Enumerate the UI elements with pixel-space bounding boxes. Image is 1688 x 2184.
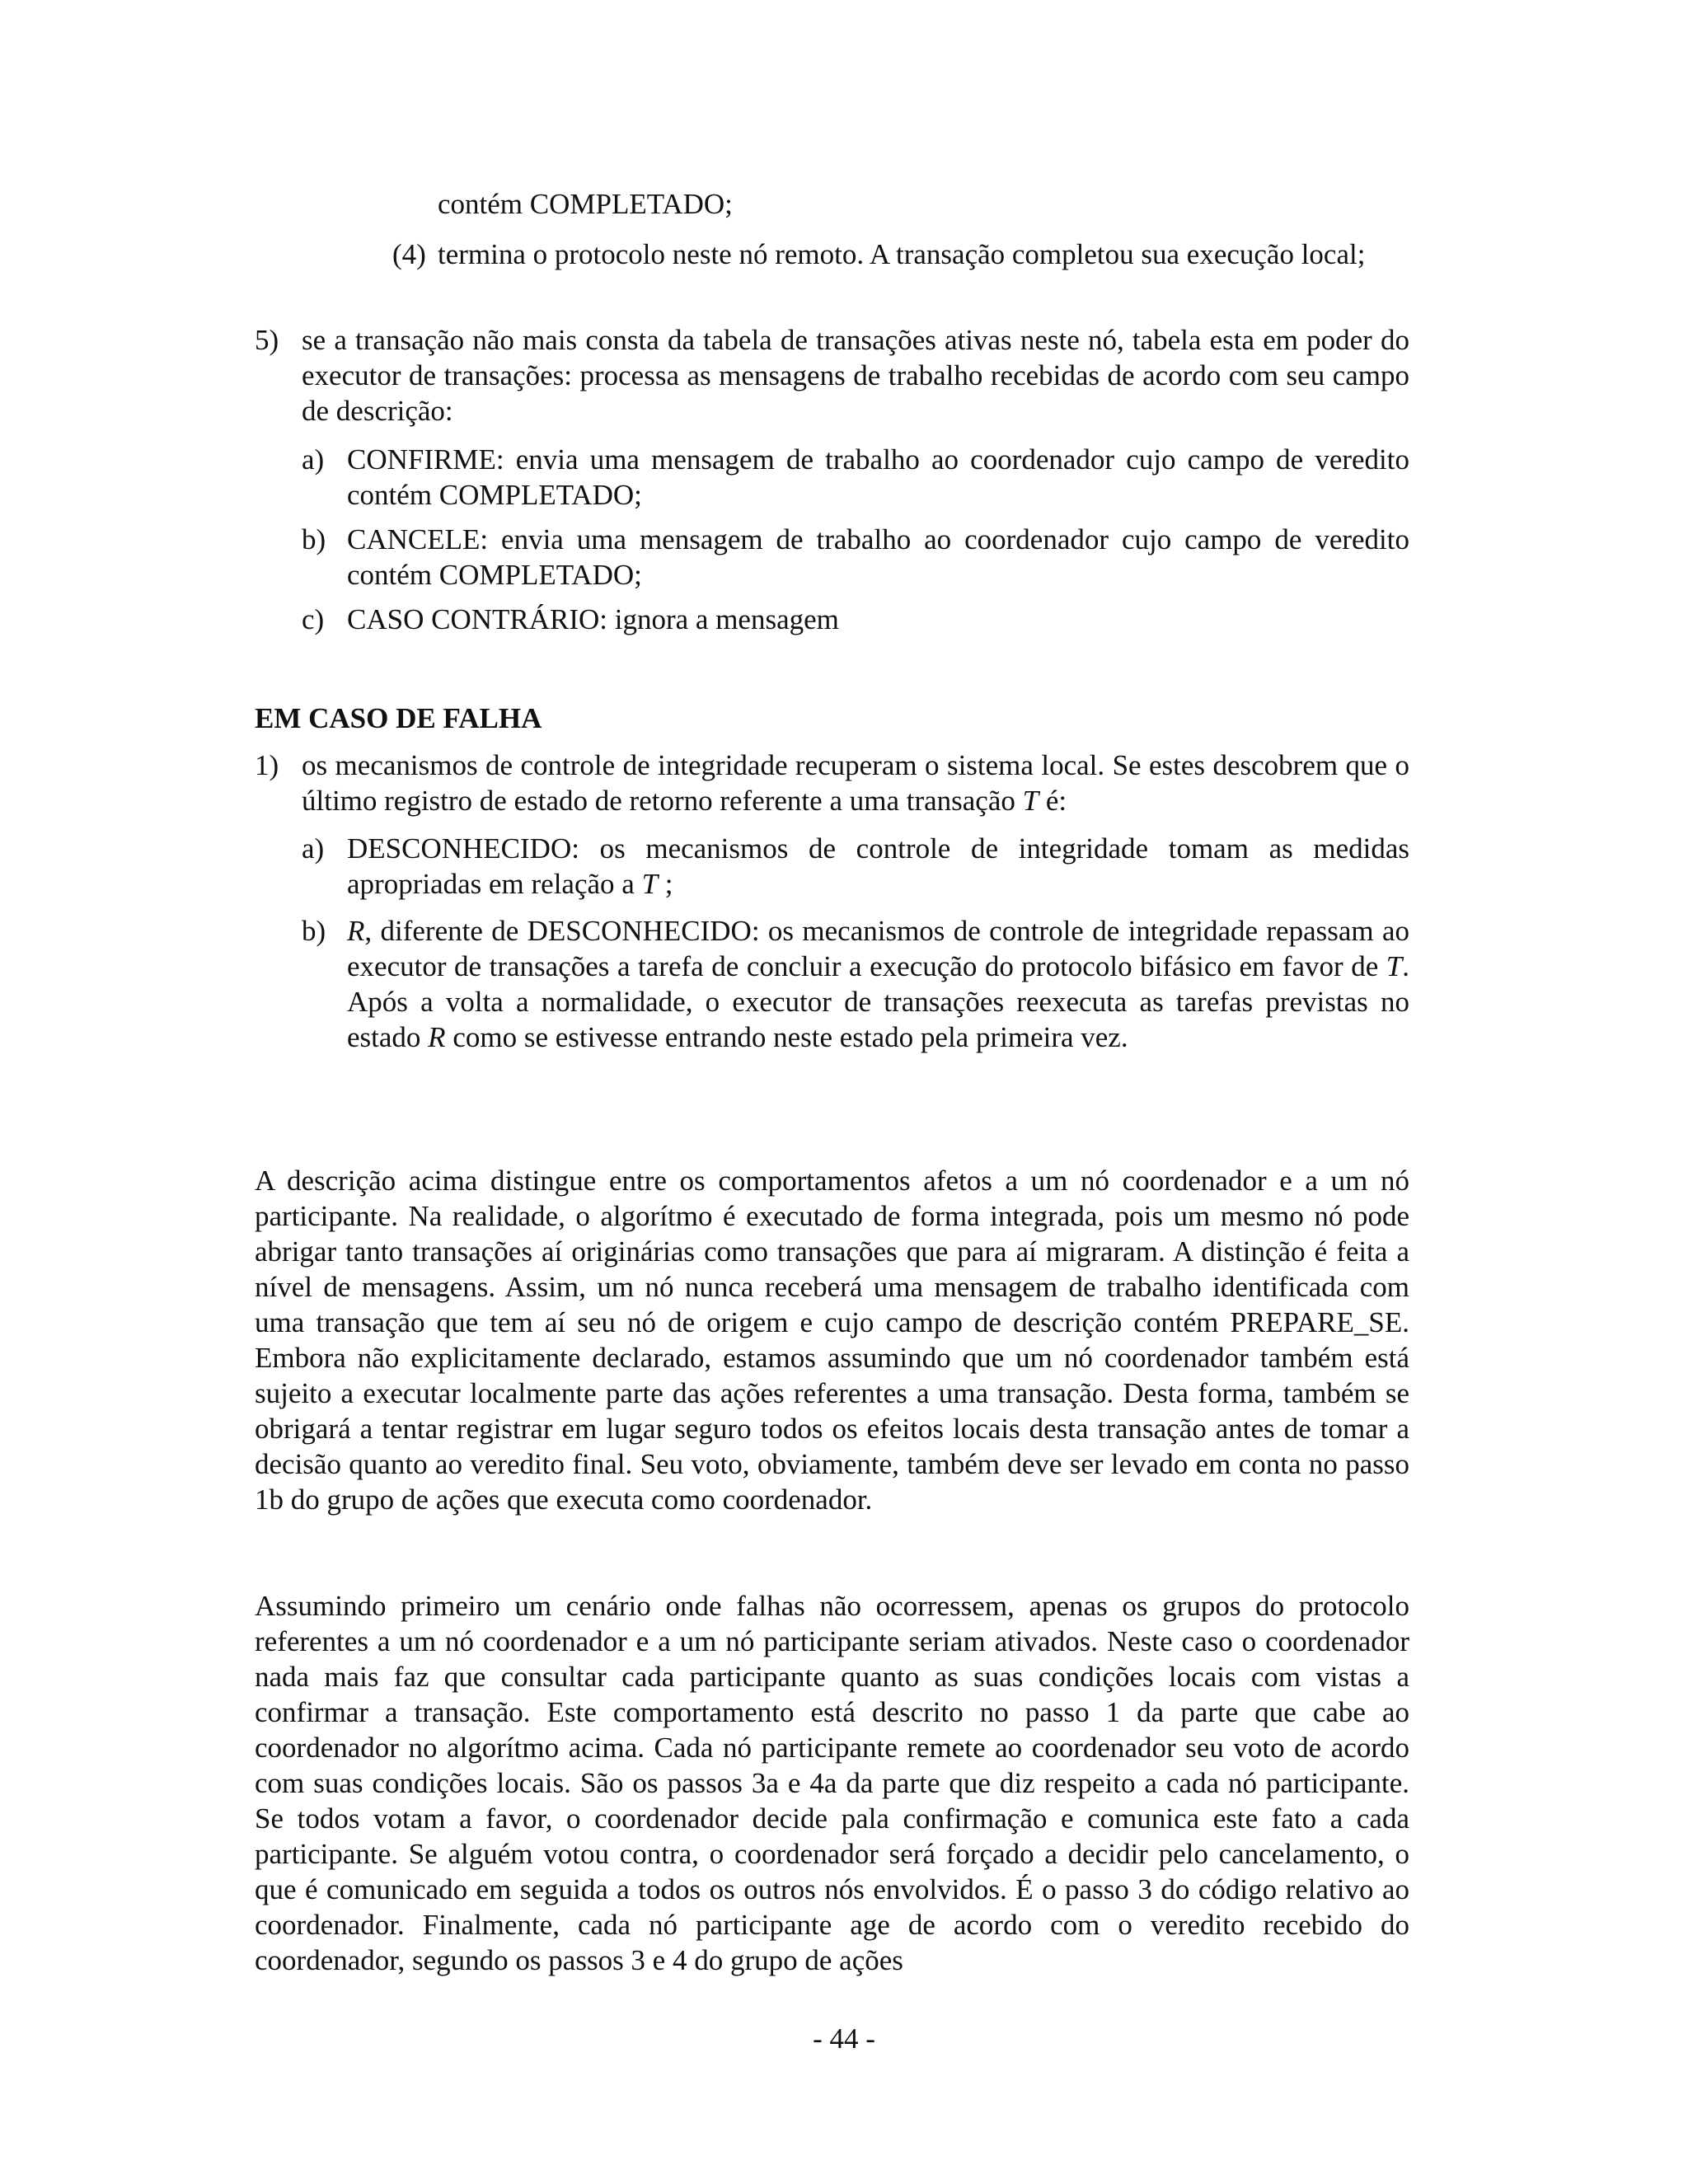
text-part: ; bbox=[658, 868, 673, 900]
italic-symbol: T bbox=[1022, 785, 1039, 817]
paragraph-text: Assumindo primeiro um cenário onde falhas não ocorressem, apenas os grupos do protocolo referentes a um nó coordenador e a um nó participante seriam ativados. Neste caso o coordenador nada mais faz que consultar cada participante quanto as suas condições locais com vistas a confirmar a transação. Este comportamento está descrito no passo 1 da parte que cabe ao coordenador no algorítmo acima. Cada nó participante remete ao coordenador seu voto de acordo com suas condições locais. São os passos 3a e 4a da parte que diz respeito a cada nó participante. Se todos votam a favor, o coordenador decide pala confirmação e comunica este fato a cada participante. Se alguém votou contra, o coordenador será forçado a decidir pelo cancelamento, o que é comunicado em seguida a todos os outros nós envolvidos. É o passo 3 do código relativo ao coordenador. Finalmente, cada nó participante age de acordo com o veredito recebido do coordenador, segundo os passos 3 e 4 do grupo de ações bbox=[255, 1590, 1409, 1976]
failure-sub-item-b bbox=[302, 913, 1409, 1055]
italic-symbol: T bbox=[641, 868, 659, 900]
sub-item-letter: b) bbox=[302, 523, 326, 555]
continuation-text: contém COMPLETADO; bbox=[438, 188, 733, 220]
failure-item-1 bbox=[255, 748, 1409, 818]
text-part: . Após a volta a normalidade, o executor de transações reexecuta as tarefas previstas no estado bbox=[347, 950, 1409, 1053]
list-item-text: se a transação não mais consta da tabela de transações ativas neste nó, tabela esta em poder do executor de transações: processa as mensagens de trabalho recebidas de acordo com seu campo de descrição: bbox=[302, 324, 1409, 427]
sub-item-text: CANCELE: envia uma mensagem de trabalho ao coordenador cujo campo de veredito contém COMPLETADO; bbox=[347, 523, 1409, 591]
text-part: como se estivesse entrando neste estado pela primeira vez. bbox=[445, 1021, 1128, 1053]
text-part: é: bbox=[1039, 785, 1067, 817]
list-item-4 bbox=[392, 237, 1409, 272]
sub-item-letter: c) bbox=[302, 603, 325, 635]
list-item-number: 1) bbox=[255, 749, 279, 781]
italic-symbol: T bbox=[1386, 950, 1403, 982]
sub-item-letter: b) bbox=[302, 915, 326, 947]
text-part: DESCONHECIDO: os mecanismos de controle de integridade tomam as medidas apropriadas em relação a bbox=[347, 832, 1409, 900]
page-number: - 44 - bbox=[813, 2022, 875, 2055]
sub-item-text bbox=[347, 831, 1409, 902]
sub-item-text bbox=[347, 913, 1409, 1055]
sub-item-a bbox=[302, 442, 1409, 513]
body-paragraph bbox=[255, 1588, 1409, 1978]
list-item-5 bbox=[255, 322, 1409, 429]
text-part: os mecanismos de controle de integridade recuperam o sistema local. Se estes descobrem que o último registro de estado de retorno referente a uma transação bbox=[302, 749, 1409, 817]
italic-symbol: R bbox=[347, 915, 365, 947]
body-paragraph bbox=[255, 1163, 1409, 1517]
list-item-text bbox=[302, 748, 1409, 818]
list-item-text: termina o protocolo neste nó remoto. A transação completou sua execução local; bbox=[438, 238, 1366, 270]
section-heading: EM CASO DE FALHA bbox=[255, 702, 542, 734]
sub-item-letter: a) bbox=[302, 832, 325, 865]
sub-item-c bbox=[302, 602, 1409, 637]
italic-symbol: R bbox=[428, 1021, 446, 1053]
list-item-number: 5) bbox=[255, 324, 279, 356]
list-item-number: (4) bbox=[392, 238, 426, 270]
sub-item-text: CONFIRME: envia uma mensagem de trabalho ao coordenador cujo campo de veredito contém COMPLETADO; bbox=[347, 443, 1409, 511]
sub-item-text: CASO CONTRÁRIO: ignora a mensagem bbox=[347, 603, 839, 635]
failure-sub-item-a bbox=[302, 831, 1409, 902]
text-part: , diferente de DESCONHECIDO: os mecanismos de controle de integridade repassam ao executor de transações a tarefa de concluir a execução do protocolo bifásico em favor de bbox=[347, 915, 1409, 982]
continuation-line bbox=[438, 186, 1410, 222]
paragraph-text: A descrição acima distingue entre os comportamentos afetos a um nó coordenador e a um nó participante. Na realidade, o algorítmo é executado de forma integrada, pois um mesmo nó pode abrigar tanto transações aí originárias como transações que para aí migraram. A distinção é feita a nível de mensagens. Assim, um nó nunca receberá uma mensagem de trabalho identificada com uma transação que tem aí seu nó de origem e cujo campo de descrição contém PREPARE_SE. Embora não explicitamente declarado, estamos assumindo que um nó coordenador também está sujeito a executar localmente parte das ações referentes a uma transação. Desta forma, também se obrigará a tentar registrar em lugar seguro todos os efeitos locais desta transação antes de tomar a decisão quanto ao veredito final. Seu voto, obviamente, também deve ser levado em conta no passo 1b do grupo de ações que executa como coordenador. bbox=[255, 1165, 1409, 1516]
sub-item-letter: a) bbox=[302, 443, 325, 476]
sub-item-b bbox=[302, 522, 1409, 593]
